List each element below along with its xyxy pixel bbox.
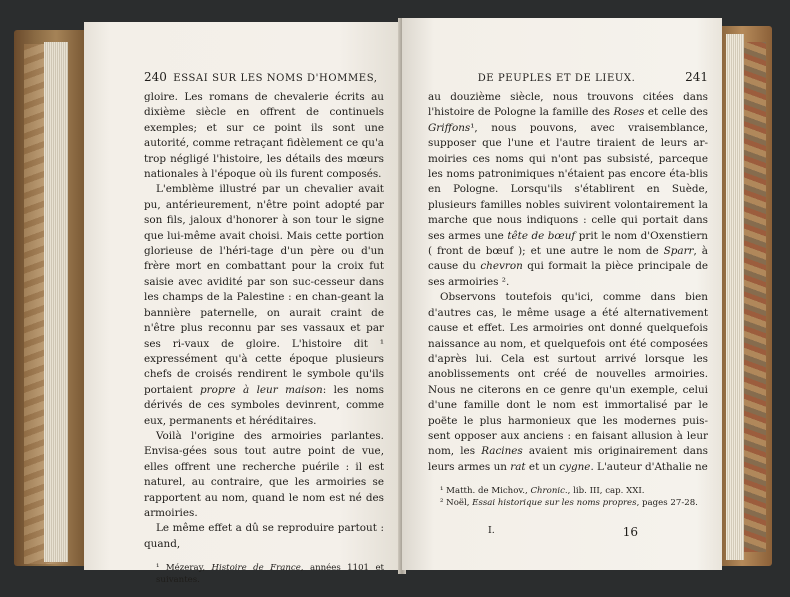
right-running-head: DE PEUPLES ET DE LIEUX.: [477, 73, 636, 84]
italic-phrase: propre à leur maison: [199, 383, 323, 396]
left-running-head: ESSAI SUR LES NOMS D'HOMMES,: [173, 73, 378, 84]
left-footnote-1: ¹ Mézeray, Histoire de France, années 1101 et suivantes.: [156, 563, 384, 586]
left-page-header: [144, 70, 384, 84]
left-page: [84, 22, 402, 586]
left-para-1: gloire. Les romans de chevalerie écrits au dixième siècle en offrent de continuels exemples; et sur ce point ils sont une autorité, comme retraçant fidèlement ce qu'a trop négligé l'histoire, les détails des mœurs nationales à l'époque où ils furent composés.: [144, 91, 385, 181]
right-page-body: [428, 90, 708, 475]
left-footnotes: [144, 562, 384, 586]
right-footnote-2: ² Noël, Essai historique sur les noms propres, pages 27-28.: [440, 498, 698, 509]
left-page-body: [144, 90, 384, 552]
left-page-number: 240: [144, 70, 167, 84]
right-page: [402, 18, 722, 570]
left-para-2: L'emblème illustré par un chevalier avait pu, antérieurement, n'être point adopté par son fils, jaloux d'honorer à son tour le signe que lui-même avait choisi. Mais cette portion glorieuse de l'héri-tage d'un père ou d'un frère mort en combattant pour la croix fut saisie avec avidité par son suc-cesseur dans les champs de la Palestine : en chan-geant la bannière paternelle, on aurait craint de n'être plus reconnu par ses vassaux et par ses ri-vaux de gloire. L'histoire dit ¹ expressément qu'à cette époque plusieurs chefs de croisés rendirent le symbole qu'ils portaient propre à leur maison: les noms dérivés de ces symboles devinrent, comme eux, permanents et héréditaires.: [144, 183, 385, 427]
right-page-edges: [726, 34, 744, 560]
left-para-4: Le même effet a dû se reproduire partout : quand,: [144, 522, 384, 550]
signature-line: [428, 525, 708, 539]
signature-mark: I.: [488, 525, 495, 537]
open-book: [14, 18, 772, 586]
left-para-3: Voilà l'origine des armoiries parlantes. Envisa-gées sous tout autre point de vue, elles offrent une recherche puérile : il est naturel, au contraire, que les armoiries se rapportent au nom, quand le nom est né des armoiries.: [144, 429, 385, 519]
right-footnotes: [428, 485, 708, 509]
right-marbled-endpaper: [744, 42, 766, 552]
right-page-number: 241: [685, 70, 708, 84]
right-para-1: au douzième siècle, nous trouvons citées dans l'histoire de Pologne la famille des Roses et celle des Griffons¹, nous pouvons, avec vraisemblance, supposer que l'une et l'autre tiraient de leurs ar-moiries ces noms qui n'ont pas subsisté, parceque les noms patronimiques n'étaient pas encore éta-blis en Pologne. Lorsqu'ils s'établirent en Suède, plusieurs familles nobles suivirent volontairement la marche que nous indiquons : celle qui portait dans ses armes une tête de bœuf prit le nom d'Oxenstiern ( front de bœuf ); et une autre le nom de Sparr, à cause du chevron qui formait la pièce principale de ses armoiries ².: [428, 91, 708, 288]
right-footnote-1: ¹ Matth. de Michov., Chronic., lib. III, cap. XXI.: [440, 486, 645, 497]
right-page-header: [428, 70, 708, 84]
left-page-edges: [44, 42, 68, 562]
right-para-2: Observons toutefois qu'ici, comme dans bien d'autres cas, le même usage a été alternativement cause et effet. Les armoiries ont donné quelquefois naissance au nom, et quelquefois ont été composées d'après lui. Cela est surtout arrivé lorsque les anoblissements ont créé de nouvelles armoiries. Nous ne citerons en ce genre qu'un exemple, celui d'une famille dont le nom est immortalisé par le poëte le plus harmonieux que les modernes puis-sent opposer aux anciens : en faisant allusion à leur nom, les Racines avaient mis originairement dans leurs armes un rat et un cygne. L'auteur d'Athalie ne: [428, 291, 708, 473]
signature-number: 16: [622, 525, 638, 540]
